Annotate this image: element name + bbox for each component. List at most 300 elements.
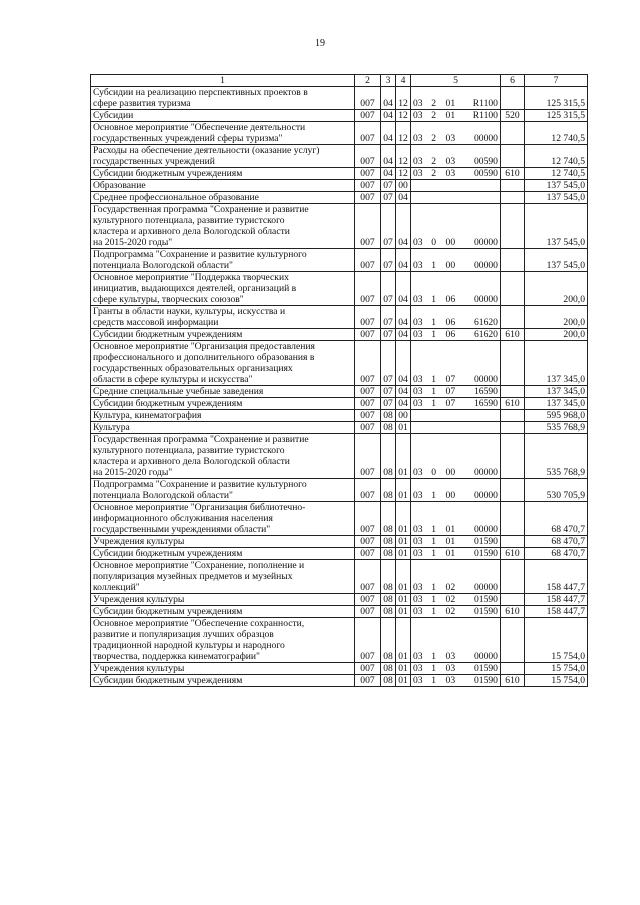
target-article-part: 01590	[473, 663, 498, 674]
subsection-code-cell: 12	[396, 87, 411, 110]
subsection-code-cell: 01	[396, 618, 411, 663]
subsection-code-cell: 04	[396, 386, 411, 398]
target-article-part: 16590	[473, 386, 498, 397]
subsection-code-cell: 04	[396, 249, 411, 272]
target-article-cell	[411, 479, 501, 502]
table-row	[91, 675, 588, 687]
row-name-cell: Государственная программа "Сохранение и развитие культурного потенциала, развитие туристского кластера и архивного дела Вологодской области на 2015-2020 годы"	[91, 434, 355, 479]
ministry-code-cell: 007	[355, 249, 381, 272]
ministry-code-cell: 007	[355, 618, 381, 663]
subsection-code-cell: 01	[396, 548, 411, 560]
table-row	[91, 536, 588, 548]
target-article-parts	[413, 374, 498, 385]
section-code-cell: 07	[381, 386, 396, 398]
amount-cell: 12 740,5	[525, 145, 588, 168]
amount-cell: 137 545,0	[525, 249, 588, 272]
budget-table	[90, 74, 588, 687]
ministry-code-cell: 007	[355, 386, 381, 398]
target-article-part: 03	[413, 606, 423, 617]
table-row	[91, 479, 588, 502]
column-header: 3	[381, 75, 396, 87]
row-name-cell: Субсидии бюджетным учреждениям	[91, 548, 355, 560]
amount-cell: 200,0	[525, 329, 588, 341]
section-code-cell: 08	[381, 618, 396, 663]
amount-cell: 137 345,0	[525, 341, 588, 386]
target-article-part: 01590	[473, 594, 498, 605]
amount-cell: 137 545,0	[525, 204, 588, 249]
table-row	[91, 110, 588, 122]
target-article-part: 03	[413, 490, 423, 501]
subsection-code-cell: 01	[396, 675, 411, 687]
target-article-part: 03	[413, 536, 423, 547]
target-article-cell	[411, 663, 501, 675]
subsection-code-cell: 12	[396, 110, 411, 122]
target-article-part: 1	[431, 594, 437, 605]
target-article-part: 00000	[473, 651, 498, 662]
section-code-cell: 07	[381, 180, 396, 192]
target-article-part: 00	[445, 490, 456, 501]
amount-cell: 15 754,0	[525, 618, 588, 663]
header-row	[91, 75, 588, 87]
expense-type-cell	[501, 663, 525, 675]
target-article-part: 03	[445, 168, 456, 179]
table-row	[91, 594, 588, 606]
target-article-part: 1	[431, 317, 437, 328]
ministry-code-cell: 007	[355, 398, 381, 410]
subsection-code-cell: 00	[396, 410, 411, 422]
table-row	[91, 398, 588, 410]
table-row	[91, 145, 588, 168]
target-article-part: 03	[413, 398, 423, 409]
table-row	[91, 192, 588, 204]
target-article-cell	[411, 204, 501, 249]
target-article-part: 03	[413, 294, 423, 305]
ministry-code-cell: 007	[355, 422, 381, 434]
ministry-code-cell: 007	[355, 329, 381, 341]
ministry-code-cell: 007	[355, 145, 381, 168]
section-code-cell: 04	[381, 122, 396, 145]
target-article-cell	[411, 502, 501, 536]
subsection-code-cell: 01	[396, 560, 411, 594]
target-article-part: 03	[413, 168, 423, 179]
target-article-part: 00000	[473, 582, 498, 593]
target-article-part: 2	[431, 98, 437, 109]
amount-cell: 125 315,5	[525, 110, 588, 122]
target-article-part: 1	[431, 386, 437, 397]
target-article-part: 03	[445, 156, 456, 167]
target-article-part: 03	[413, 594, 423, 605]
row-name-cell: Основное мероприятие "Организация предоставления профессионального и дополнительного образования в государственных образовательных организациях области в сфере культуры и искусства"	[91, 341, 355, 386]
row-name-cell: Субсидии бюджетным учреждениям	[91, 675, 355, 687]
target-article-part: 03	[445, 663, 456, 674]
expense-type-cell	[501, 306, 525, 329]
section-code-cell: 08	[381, 606, 396, 618]
target-article-cell	[411, 122, 501, 145]
target-article-part: 03	[413, 386, 423, 397]
subsection-code-cell: 04	[396, 204, 411, 249]
target-article-part: 03	[413, 467, 423, 478]
section-code-cell: 07	[381, 341, 396, 386]
expense-type-cell	[501, 434, 525, 479]
ministry-code-cell: 007	[355, 168, 381, 180]
ministry-code-cell: 007	[355, 479, 381, 502]
table-row	[91, 502, 588, 536]
target-article-part: 03	[413, 651, 423, 662]
expense-type-cell	[501, 145, 525, 168]
target-article-part: 03	[413, 317, 423, 328]
target-article-parts	[413, 594, 498, 605]
target-article-part: 00000	[473, 294, 498, 305]
row-name-cell: Учреждения культуры	[91, 594, 355, 606]
target-article-part: 02	[445, 594, 456, 605]
column-header: 2	[355, 75, 381, 87]
table-row	[91, 180, 588, 192]
target-article-part: 03	[445, 133, 456, 144]
table-row	[91, 663, 588, 675]
subsection-code-cell: 04	[396, 398, 411, 410]
target-article-part: 1	[431, 582, 437, 593]
target-article-cell	[411, 249, 501, 272]
expense-type-cell	[501, 249, 525, 272]
target-article-cell	[411, 548, 501, 560]
target-article-part: 00000	[473, 490, 498, 501]
target-article-part: 03	[413, 675, 423, 686]
target-article-cell	[411, 434, 501, 479]
row-name-cell: Субсидии бюджетным учреждениям	[91, 398, 355, 410]
row-name-cell: Гранты в области науки, культуры, искусства и средств массовой информации	[91, 306, 355, 329]
amount-cell: 137 545,0	[525, 180, 588, 192]
table-row	[91, 204, 588, 249]
section-code-cell: 07	[381, 192, 396, 204]
target-article-cell	[411, 192, 501, 204]
target-article-part: 61620	[473, 329, 498, 340]
table-row	[91, 422, 588, 434]
row-name-cell: Учреждения культуры	[91, 536, 355, 548]
target-article-part: 01	[445, 524, 456, 535]
target-article-cell	[411, 329, 501, 341]
subsection-code-cell: 04	[396, 192, 411, 204]
target-article-part: 2	[431, 156, 437, 167]
ministry-code-cell: 007	[355, 594, 381, 606]
target-article-part: 03	[413, 663, 423, 674]
target-article-cell	[411, 306, 501, 329]
target-article-part: 00000	[473, 524, 498, 535]
section-code-cell: 07	[381, 306, 396, 329]
row-name-cell: Подпрограмма "Сохранение и развитие культурного потенциала Вологодской области"	[91, 479, 355, 502]
target-article-part: 03	[413, 156, 423, 167]
amount-cell: 68 470,7	[525, 502, 588, 536]
expense-type-cell	[501, 122, 525, 145]
target-article-part: 00	[445, 237, 456, 248]
target-article-cell	[411, 606, 501, 618]
target-article-part: 00590	[473, 168, 498, 179]
target-article-part: 1	[431, 606, 437, 617]
target-article-part: 1	[431, 260, 437, 271]
table-row	[91, 87, 588, 110]
subsection-code-cell: 01	[396, 502, 411, 536]
target-article-parts	[413, 398, 498, 409]
target-article-part: 03	[445, 675, 456, 686]
target-article-part: 1	[431, 663, 437, 674]
target-article-cell	[411, 618, 501, 663]
ministry-code-cell: 007	[355, 675, 381, 687]
target-article-parts	[413, 156, 498, 167]
target-article-part: 2	[431, 133, 437, 144]
column-header: 1	[91, 75, 355, 87]
table-row	[91, 329, 588, 341]
subsection-code-cell: 04	[396, 272, 411, 306]
target-article-cell	[411, 110, 501, 122]
target-article-part: 07	[445, 398, 456, 409]
target-article-part: 1	[431, 651, 437, 662]
ministry-code-cell: 007	[355, 663, 381, 675]
amount-cell: 535 768,9	[525, 422, 588, 434]
amount-cell: 15 754,0	[525, 663, 588, 675]
table-row	[91, 606, 588, 618]
subsection-code-cell: 01	[396, 479, 411, 502]
ministry-code-cell: 007	[355, 306, 381, 329]
section-code-cell: 08	[381, 675, 396, 687]
target-article-part: 2	[431, 110, 437, 121]
row-name-cell: Субсидии бюджетным учреждениям	[91, 168, 355, 180]
row-name-cell: Основное мероприятие "Поддержка творческих инициатив, выдающихся деятелей, организаций в сфере культуры, творческих союзов"	[91, 272, 355, 306]
row-name-cell: Субсидии на реализацию перспективных проектов в сфере развития туризма	[91, 87, 355, 110]
target-article-part: 1	[431, 524, 437, 535]
expense-type-cell	[501, 410, 525, 422]
section-code-cell: 04	[381, 168, 396, 180]
table-row	[91, 306, 588, 329]
subsection-code-cell: 00	[396, 180, 411, 192]
subsection-code-cell: 12	[396, 122, 411, 145]
target-article-part: 03	[413, 260, 423, 271]
target-article-parts	[413, 524, 498, 535]
target-article-parts	[413, 675, 498, 686]
target-article-part: 2	[431, 168, 437, 179]
target-article-part: 01	[445, 548, 456, 559]
target-article-part: 03	[413, 133, 423, 144]
table-row	[91, 410, 588, 422]
page-number: 19	[315, 38, 325, 49]
target-article-part: R1100	[472, 98, 498, 109]
target-article-part: 03	[413, 110, 423, 121]
section-code-cell: 08	[381, 479, 396, 502]
target-article-part: 1	[431, 536, 437, 547]
section-code-cell: 08	[381, 434, 396, 479]
column-header: 7	[525, 75, 588, 87]
target-article-part: 00590	[473, 156, 498, 167]
target-article-parts	[413, 317, 498, 328]
table-row	[91, 386, 588, 398]
subsection-code-cell: 04	[396, 341, 411, 386]
amount-cell: 200,0	[525, 306, 588, 329]
target-article-part: 00000	[473, 467, 498, 478]
target-article-part: 01590	[473, 606, 498, 617]
target-article-parts	[413, 329, 498, 340]
target-article-part: 02	[445, 606, 456, 617]
amount-cell: 137 345,0	[525, 386, 588, 398]
expense-type-cell: 610	[501, 398, 525, 410]
target-article-cell	[411, 398, 501, 410]
ministry-code-cell: 007	[355, 272, 381, 306]
target-article-part: 03	[413, 237, 423, 248]
expense-type-cell	[501, 180, 525, 192]
expense-type-cell	[501, 594, 525, 606]
ministry-code-cell: 007	[355, 204, 381, 249]
subsection-code-cell: 01	[396, 422, 411, 434]
target-article-cell	[411, 180, 501, 192]
row-name-cell: Расходы на обеспечение деятельности (оказание услуг) государственных учреждений	[91, 145, 355, 168]
table-row	[91, 548, 588, 560]
amount-cell: 68 470,7	[525, 536, 588, 548]
target-article-part: R1100	[472, 110, 498, 121]
subsection-code-cell: 12	[396, 145, 411, 168]
section-code-cell: 08	[381, 548, 396, 560]
target-article-part: 06	[445, 294, 456, 305]
target-article-cell	[411, 341, 501, 386]
section-code-cell: 04	[381, 145, 396, 168]
expense-type-cell	[501, 618, 525, 663]
subsection-code-cell: 01	[396, 606, 411, 618]
target-article-parts	[413, 606, 498, 617]
target-article-cell	[411, 272, 501, 306]
target-article-part: 03	[413, 98, 423, 109]
target-article-part: 0	[431, 237, 437, 248]
target-article-cell	[411, 87, 501, 110]
row-name-cell: Субсидии бюджетным учреждениям	[91, 606, 355, 618]
target-article-cell	[411, 145, 501, 168]
section-code-cell: 08	[381, 536, 396, 548]
row-name-cell: Государственная программа "Сохранение и развитие культурного потенциала, развитие туристского кластера и архивного дела Вологодской области на 2015-2020 годы"	[91, 204, 355, 249]
section-code-cell: 08	[381, 422, 396, 434]
target-article-cell	[411, 675, 501, 687]
expense-type-cell	[501, 204, 525, 249]
row-name-cell: Субсидии бюджетным учреждениям	[91, 329, 355, 341]
target-article-part: 01	[445, 110, 456, 121]
ministry-code-cell: 007	[355, 87, 381, 110]
target-article-part: 1	[431, 490, 437, 501]
subsection-code-cell: 04	[396, 306, 411, 329]
target-article-part: 03	[413, 329, 423, 340]
target-article-part: 61620	[473, 317, 498, 328]
ministry-code-cell: 007	[355, 434, 381, 479]
row-name-cell: Средние специальные учебные заведения	[91, 386, 355, 398]
row-name-cell: Подпрограмма "Сохранение и развитие культурного потенциала Вологодской области"	[91, 249, 355, 272]
table-row	[91, 618, 588, 663]
target-article-part: 1	[431, 548, 437, 559]
row-name-cell: Основное мероприятие "Обеспечение деятельности государственных учреждений сферы туризма"	[91, 122, 355, 145]
ministry-code-cell: 007	[355, 536, 381, 548]
target-article-cell	[411, 560, 501, 594]
section-code-cell: 07	[381, 329, 396, 341]
target-article-part: 00	[445, 260, 456, 271]
column-header: 6	[501, 75, 525, 87]
section-code-cell: 07	[381, 272, 396, 306]
section-code-cell: 04	[381, 87, 396, 110]
ministry-code-cell: 007	[355, 606, 381, 618]
section-code-cell: 08	[381, 410, 396, 422]
section-code-cell: 07	[381, 204, 396, 249]
target-article-cell	[411, 386, 501, 398]
target-article-parts	[413, 651, 498, 662]
target-article-part: 1	[431, 675, 437, 686]
row-name-cell: Основное мероприятие "Сохранение, пополнение и популяризация музейных предметов и музейных коллекций"	[91, 560, 355, 594]
amount-cell: 200,0	[525, 272, 588, 306]
target-article-cell	[411, 422, 501, 434]
target-article-cell	[411, 594, 501, 606]
target-article-part: 02	[445, 582, 456, 593]
target-article-parts	[413, 237, 498, 248]
section-code-cell: 08	[381, 502, 396, 536]
amount-cell: 12 740,5	[525, 168, 588, 180]
subsection-code-cell: 12	[396, 168, 411, 180]
section-code-cell: 08	[381, 594, 396, 606]
target-article-parts	[413, 260, 498, 271]
target-article-part: 03	[413, 582, 423, 593]
target-article-parts	[413, 386, 498, 397]
expense-type-cell	[501, 192, 525, 204]
target-article-part: 00000	[473, 374, 498, 385]
target-article-part: 03	[413, 524, 423, 535]
table-row	[91, 434, 588, 479]
expense-type-cell	[501, 272, 525, 306]
section-code-cell: 07	[381, 249, 396, 272]
target-article-parts	[413, 548, 498, 559]
target-article-part: 01	[445, 536, 456, 547]
expense-type-cell: 610	[501, 329, 525, 341]
target-article-part: 1	[431, 294, 437, 305]
amount-cell: 158 447,7	[525, 606, 588, 618]
row-name-cell: Основное мероприятие "Организация библиотечно- информационного обслуживания населения государственными учреждениями области"	[91, 502, 355, 536]
row-name-cell: Субсидии	[91, 110, 355, 122]
expense-type-cell: 610	[501, 606, 525, 618]
ministry-code-cell: 007	[355, 548, 381, 560]
target-article-cell	[411, 168, 501, 180]
section-code-cell: 07	[381, 398, 396, 410]
target-article-part: 06	[445, 317, 456, 328]
expense-type-cell	[501, 536, 525, 548]
ministry-code-cell: 007	[355, 122, 381, 145]
expense-type-cell: 610	[501, 548, 525, 560]
expense-type-cell	[501, 422, 525, 434]
target-article-cell	[411, 536, 501, 548]
target-article-part: 03	[413, 548, 423, 559]
target-article-part: 0	[431, 467, 437, 478]
target-article-part: 00000	[473, 237, 498, 248]
target-article-part: 01590	[473, 675, 498, 686]
target-article-part: 03	[445, 651, 456, 662]
target-article-part: 00	[445, 467, 456, 478]
section-code-cell: 08	[381, 663, 396, 675]
subsection-code-cell: 01	[396, 663, 411, 675]
target-article-part: 07	[445, 374, 456, 385]
target-article-cell	[411, 410, 501, 422]
target-article-part: 06	[445, 329, 456, 340]
target-article-part: 03	[413, 374, 423, 385]
ministry-code-cell: 007	[355, 560, 381, 594]
target-article-part: 00000	[473, 260, 498, 271]
expense-type-cell	[501, 386, 525, 398]
amount-cell: 137 545,0	[525, 192, 588, 204]
section-code-cell: 08	[381, 560, 396, 594]
expense-type-cell	[501, 560, 525, 594]
table-row	[91, 168, 588, 180]
ministry-code-cell: 007	[355, 192, 381, 204]
amount-cell: 68 470,7	[525, 548, 588, 560]
subsection-code-cell: 01	[396, 434, 411, 479]
target-article-part: 00000	[473, 133, 498, 144]
ministry-code-cell: 007	[355, 341, 381, 386]
table-row	[91, 249, 588, 272]
